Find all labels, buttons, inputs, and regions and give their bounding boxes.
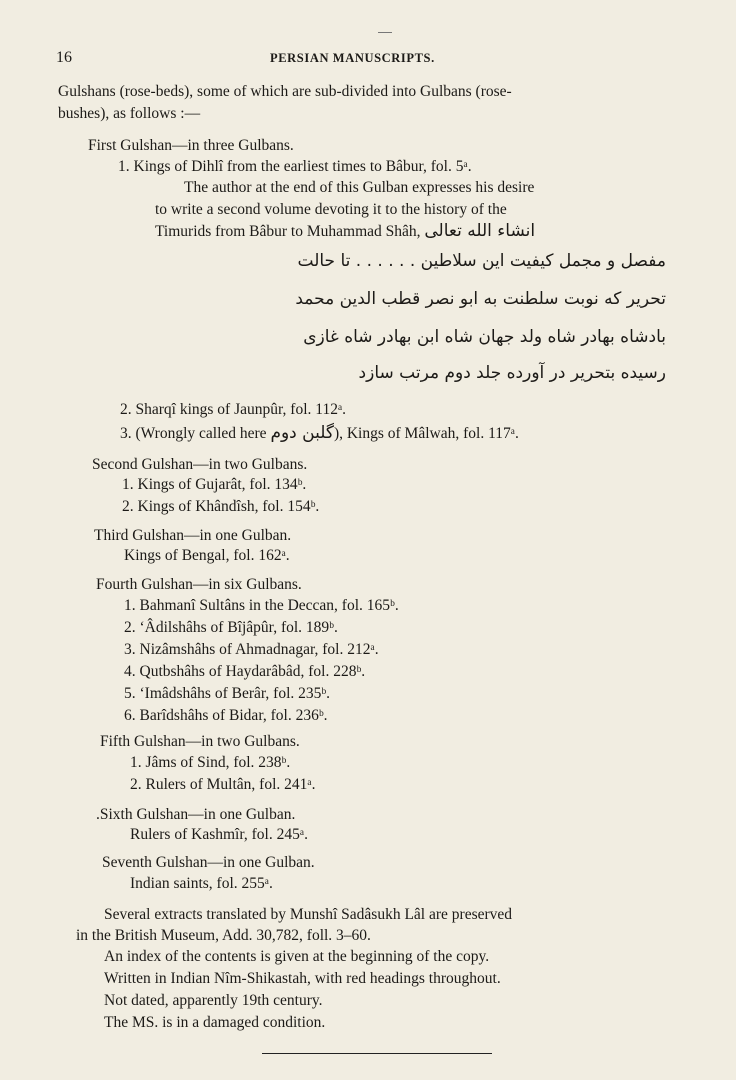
persian-line-3: بادشاه بهادر شاه ولد جهان شاه ابن بهادر شاه غازی [303, 327, 666, 347]
closing-line-1: Several extracts translated by Munshî Sadâsukh Lâl are preserved [104, 906, 513, 923]
note-line-1: The author at the end of this Gulban expresses his desire [184, 179, 535, 196]
first-item-2: 2. Sharqî kings of Jaunpûr, fol. 112ᵃ. [120, 401, 347, 418]
seventh-item: Indian saints, fol. 255ᵃ. [130, 875, 273, 892]
item-3-persian: گلبن دوم [270, 423, 334, 443]
fifth-item-2: 2. Rulers of Multân, fol. 241ᵃ. [130, 776, 316, 793]
seventh-gulshan-heading: Seventh Gulshan—in one Gulban. [102, 854, 315, 871]
closing-line-2: in the British Museum, Add. 30,782, foll. 3–60. [76, 927, 371, 944]
first-item-1: 1. Kings of Dihlî from the earliest times to Bâbur, fol. 5ᵃ. [118, 158, 472, 175]
closing-line-5: Not dated, apparently 19th century. [104, 992, 323, 1009]
fourth-item-1: 1. Bahmanî Sultâns in the Deccan, fol. 165ᵇ. [124, 597, 399, 614]
note-line-2: to write a second volume devoting it to the history of the [155, 201, 507, 218]
intro-line-2: bushes), as follows :— [58, 105, 201, 122]
first-item-3 [120, 424, 519, 443]
item-3-pre: 3. (Wrongly called here [120, 425, 267, 442]
intro-line-1: Gulshans (rose-beds), some of which are sub-divided into Gulbans (rose- [58, 83, 512, 100]
first-gulshan-heading: First Gulshan—in three Gulbans. [88, 137, 294, 154]
persian-line-1: مفصل و مجمل کیفیت این سلاطین . . . . . . تا حالت [297, 251, 666, 271]
end-rule [262, 1053, 492, 1054]
note-line-3-text: Timurids from Bâbur to Muhammad Shâh, [155, 223, 421, 240]
sixth-gulshan-heading: .Sixth Gulshan—in one Gulban. [96, 806, 296, 823]
closing-line-6: The MS. is in a damaged condition. [104, 1014, 326, 1031]
third-item: Kings of Bengal, fol. 162ᵃ. [124, 547, 290, 564]
second-item-1: 1. Kings of Gujarât, fol. 134ᵇ. [122, 476, 307, 493]
persian-inline: انشاء الله تعالى [424, 221, 536, 241]
closing-line-4: Written in Indian Nîm-Shikastah, with red headings throughout. [104, 970, 501, 987]
second-gulshan-heading: Second Gulshan—in two Gulbans. [92, 456, 308, 473]
closing-line-3: An index of the contents is given at the beginning of the copy. [104, 948, 490, 965]
fourth-item-5: 5. ʻImâdshâhs of Berâr, fol. 235ᵇ. [124, 685, 331, 702]
persian-line-4: رسیده بتحریر در آورده جلد دوم مرتب سازد [358, 363, 666, 383]
page-number: 16 [56, 49, 72, 66]
third-gulshan-heading: Third Gulshan—in one Gulban. [94, 527, 292, 544]
note-line-3 [155, 222, 535, 241]
fourth-item-6: 6. Barîdshâhs of Bidar, fol. 236ᵇ. [124, 707, 328, 724]
fifth-gulshan-heading: Fifth Gulshan—in two Gulbans. [100, 733, 300, 750]
fourth-item-3: 3. Nizâmshâhs of Ahmadnagar, fol. 212ᵃ. [124, 641, 379, 658]
fourth-gulshan-heading: Fourth Gulshan—in six Gulbans. [96, 576, 302, 593]
sixth-item: Rulers of Kashmîr, fol. 245ᵃ. [130, 826, 308, 843]
persian-line-2: تحریر که نوبت سلطنت به ابو نصر قطب الدین محمد [295, 289, 666, 309]
item-3-post: ), Kings of Mâlwah, fol. 117ᵃ. [333, 425, 519, 442]
fourth-item-2: 2. ʻÂdilshâhs of Bîjâpûr, fol. 189ᵇ. [124, 619, 338, 636]
running-title: PERSIAN MANUSCRIPTS. [270, 51, 435, 65]
top-mark [378, 32, 392, 33]
second-item-2: 2. Kings of Khândîsh, fol. 154ᵇ. [122, 498, 320, 515]
fourth-item-4: 4. Qutbshâhs of Haydarâbâd, fol. 228ᵇ. [124, 663, 366, 680]
fifth-item-1: 1. Jâms of Sind, fol. 238ᵇ. [130, 754, 291, 771]
